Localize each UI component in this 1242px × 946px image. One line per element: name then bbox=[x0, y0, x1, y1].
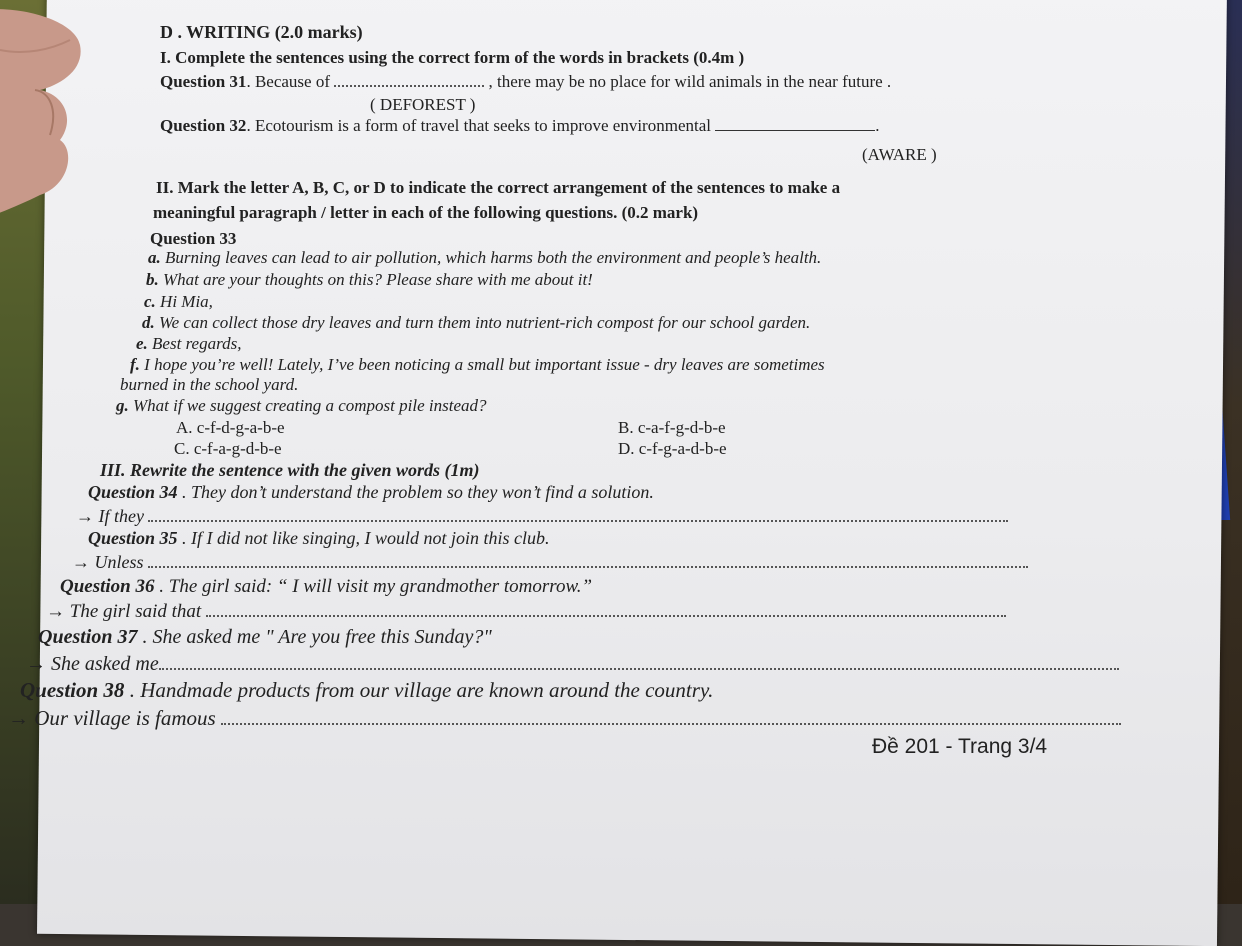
q31-label: Question 31 bbox=[160, 72, 247, 91]
q37-prompt: → She asked me bbox=[26, 653, 159, 675]
q32-label: Question 32 bbox=[160, 116, 247, 135]
q38-label: Question 38 bbox=[20, 678, 125, 702]
hand-thumb-image bbox=[0, 0, 100, 230]
option-d[interactable]: D. c-f-g-a-d-b-e bbox=[618, 439, 727, 458]
q31-word-hint: ( DEFOREST ) bbox=[370, 95, 476, 114]
q37-text: . She asked me " Are you free this Sunday?" bbox=[137, 626, 492, 648]
q34-answer-blank[interactable] bbox=[148, 520, 1008, 522]
question-34 bbox=[88, 482, 654, 503]
sentence-text: Best regards, bbox=[147, 334, 242, 353]
q37-answer-blank[interactable] bbox=[159, 668, 1119, 670]
sentence-letter: d. bbox=[142, 313, 155, 332]
sentence-f bbox=[130, 355, 825, 375]
sentence-c bbox=[144, 292, 213, 312]
q38-answer-blank[interactable] bbox=[221, 723, 1121, 725]
q31-text-b: , there may be no place for wild animals in the near future . bbox=[484, 72, 892, 91]
option-c[interactable]: C. c-f-a-g-d-b-e bbox=[174, 439, 282, 458]
q34-label: Question 34 bbox=[88, 482, 178, 502]
question-35 bbox=[88, 528, 550, 549]
q31-text-a: . Because of bbox=[246, 72, 335, 91]
sentence-text: I hope you’re well! Lately, I’ve been noticing a small but important issue - dry leaves are sometimes bbox=[139, 355, 825, 374]
question-36 bbox=[60, 576, 592, 598]
q31-answer-blank[interactable] bbox=[334, 85, 484, 87]
q35-rewrite bbox=[72, 552, 1028, 573]
q32-end: . bbox=[875, 116, 880, 135]
sentence-b bbox=[146, 270, 593, 290]
q32-answer-blank[interactable] bbox=[715, 130, 875, 131]
q37-label: Question 37 bbox=[38, 626, 138, 648]
sentence-g bbox=[116, 396, 487, 416]
q36-rewrite bbox=[46, 601, 1006, 623]
part2-heading-line1: II. Mark the letter A, B, C, or D to indicate the correct arrangement of the sentences to make a bbox=[156, 178, 841, 197]
question-32 bbox=[160, 116, 879, 136]
question-31 bbox=[160, 72, 891, 92]
q36-text: . The girl said: “ I will visit my grandmother tomorrow.” bbox=[154, 576, 593, 597]
page-footer: Đề 201 - Trang 3/4 bbox=[872, 735, 1048, 758]
sentence-letter: g. bbox=[116, 396, 129, 415]
q34-prompt: → If they bbox=[76, 506, 149, 526]
sentence-text: Burning leaves can lead to air pollution, which harms both the environment and people’s health. bbox=[160, 248, 822, 267]
part1-heading: I. Complete the sentences using the correct form of the words in brackets (0.4m ) bbox=[160, 48, 745, 67]
sentence-text: Hi Mia, bbox=[155, 292, 213, 311]
q34-text: . They don’t understand the problem so they won’t find a solution. bbox=[177, 482, 654, 502]
q38-prompt: → Our village is famous bbox=[8, 706, 221, 730]
q38-rewrite bbox=[8, 706, 1121, 731]
sentence-letter: c. bbox=[144, 292, 156, 311]
q38-text: . Handmade products from our village are known around the country. bbox=[124, 678, 714, 702]
sentence-a bbox=[148, 248, 821, 268]
q33-label: Question 33 bbox=[150, 229, 237, 248]
q36-answer-blank[interactable] bbox=[206, 615, 1006, 617]
sentence-e bbox=[136, 334, 241, 354]
sentence-letter: f. bbox=[130, 355, 140, 374]
sentence-letter: b. bbox=[146, 270, 159, 289]
q32-text: . Ecotourism is a form of travel that seeks to improve environmental bbox=[246, 116, 716, 135]
part2-heading-line2: meaningful paragraph / letter in each of the following questions. (0.2 mark) bbox=[153, 203, 699, 222]
q35-label: Question 35 bbox=[88, 528, 178, 548]
sentence-letter: a. bbox=[148, 248, 161, 267]
q37-rewrite bbox=[26, 653, 1119, 676]
sentence-letter: e. bbox=[136, 334, 148, 353]
q32-word-hint: (AWARE ) bbox=[862, 145, 937, 164]
sentence-f-continued bbox=[120, 375, 298, 395]
sentence-text: What if we suggest creating a compost pile instead? bbox=[128, 396, 487, 415]
question-38 bbox=[20, 678, 713, 703]
q36-label: Question 36 bbox=[60, 576, 155, 597]
q35-text: . If I did not like singing, I would not join this club. bbox=[177, 528, 550, 548]
sentence-d bbox=[142, 313, 810, 333]
q35-prompt: → Unless bbox=[72, 552, 148, 572]
sentence-text: burned in the school yard. bbox=[120, 375, 299, 394]
section-title: D . WRITING (2.0 marks) bbox=[160, 22, 363, 42]
sentence-text: What are your thoughts on this? Please share with me about it! bbox=[158, 270, 593, 289]
sentence-text: We can collect those dry leaves and turn them into nutrient-rich compost for our school garden. bbox=[154, 313, 811, 332]
option-a[interactable]: A. c-f-d-g-a-b-e bbox=[176, 418, 285, 437]
part3-heading: III. Rewrite the sentence with the given words (1m) bbox=[100, 460, 480, 480]
option-b[interactable]: B. c-a-f-g-d-b-e bbox=[618, 418, 726, 437]
q36-prompt: → The girl said that bbox=[46, 601, 206, 622]
question-37 bbox=[38, 626, 492, 649]
q34-rewrite bbox=[76, 506, 1008, 527]
q35-answer-blank[interactable] bbox=[148, 566, 1028, 568]
